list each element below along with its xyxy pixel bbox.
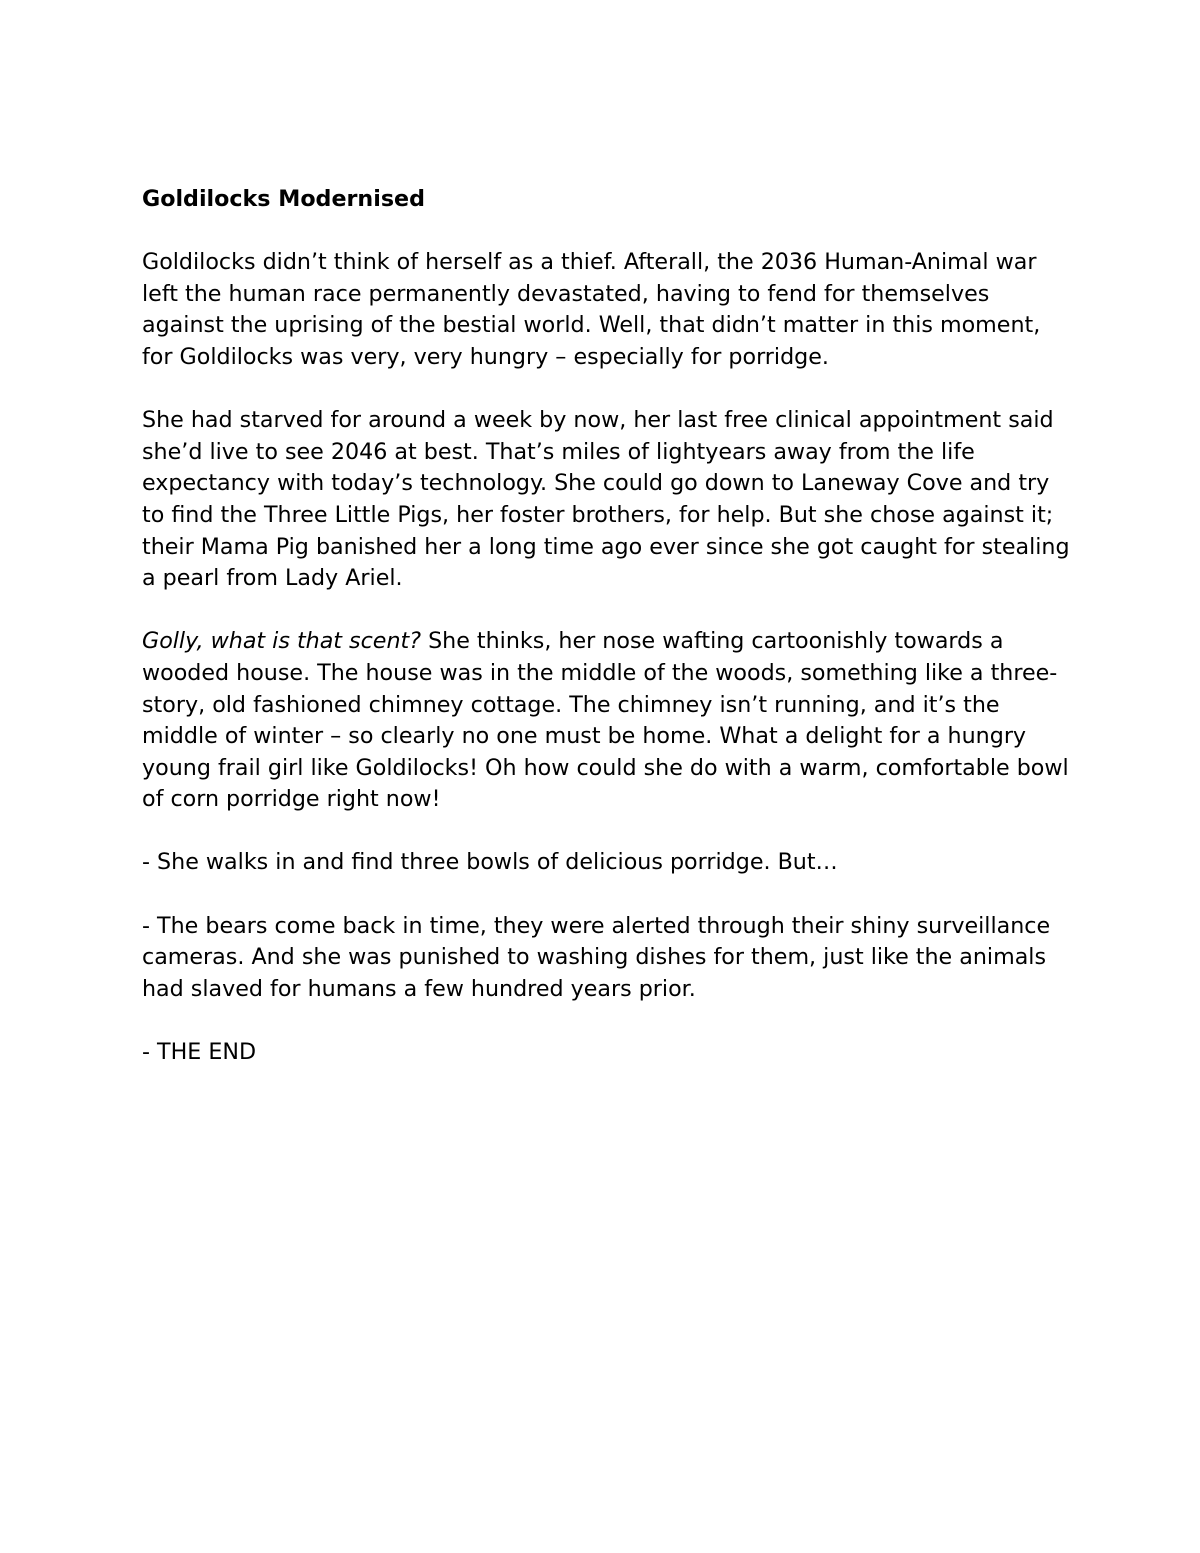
bullet-1: - She walks in and find three bowls of delicious porridge. But… [142,849,838,876]
document-body [142,184,1072,1069]
paragraph-3-text: She thinks, her nose wafting cartoonishly towards a wooded house. The house was in the middle of the woods, something like a three-story, old fashioned chimney cottage. The chimney isn’t running, and it’s the middle of winter – so clearly no one must be home. What a delight for a hungry young frail girl like Goldilocks! Oh how could she do with a warm, comfortable bowl of corn porridge right now! [142,628,1069,813]
paragraph-1: Goldilocks didn’t think of herself as a thief. Afterall, the 2036 Human-Animal war left the human race permanently devastated, having to fend for themselves against the uprising of the bestial world. Well, that didn’t matter in this moment, for Goldilocks was very, very hungry – especially for porridge. [142,249,1041,370]
paragraph-3-italic-lead: Golly, what is that scent? [142,628,422,655]
paragraph-3 [142,626,1072,816]
bullet-2: - The bears come back in time, they were alerted through their shiny surveillance cameras. And she was punished to washing dishes for them, just like the animals had slaved for humans a few hundred years prior. [142,912,1051,1002]
bullet-3: - THE END [142,1039,257,1066]
document-title: Goldilocks Modernised [142,186,425,212]
paragraph-2: She had starved for around a week by now, her last free clinical appointment said she’d live to see 2046 at best. That’s miles of lightyears away from the life expectancy with today’s technology. She could go down to Laneway Cove and try to find the Three Little Pigs, her foster brothers, for help. But she chose against it; their Mama Pig banished her a long time ago ever since she got caught for stealing a pearl from Lady Ariel. [142,407,1070,592]
